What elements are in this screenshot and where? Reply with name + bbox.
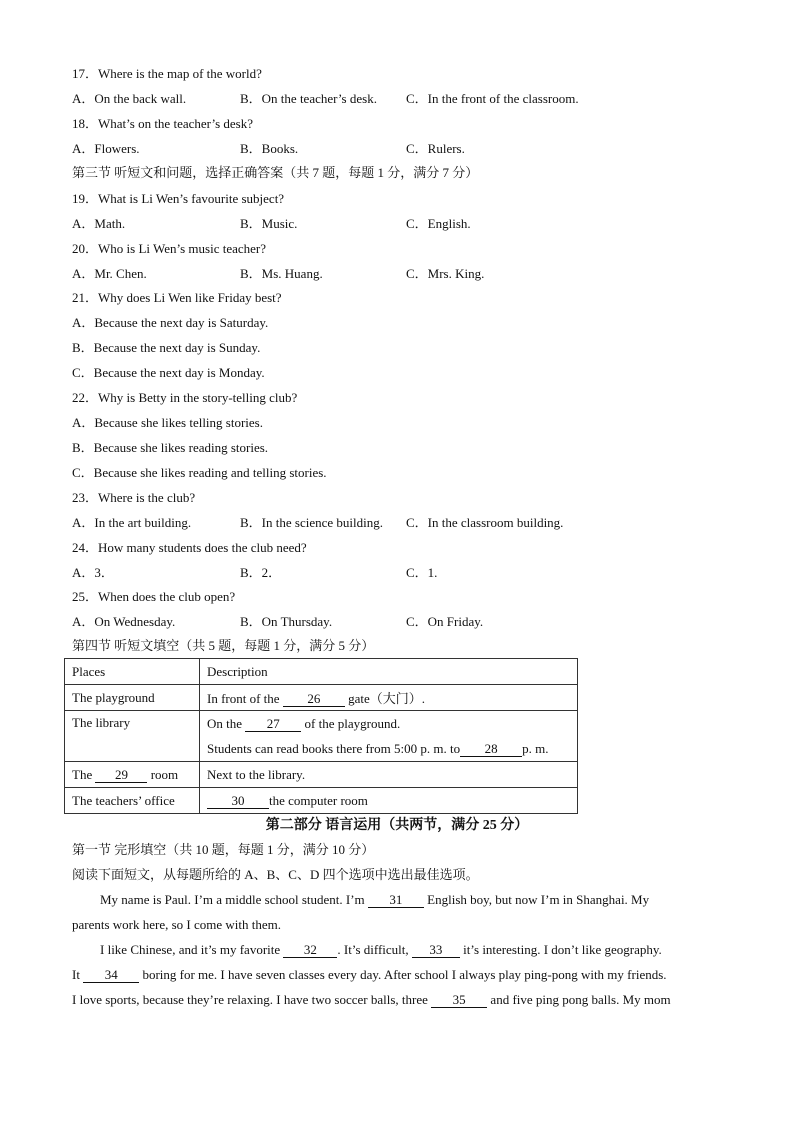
passage-line-4 xyxy=(72,962,722,987)
question-25-option-c: C．On Friday. xyxy=(406,614,484,629)
passage-line-5 xyxy=(72,987,722,1012)
question-24-stem: 24．How many students does the club need? xyxy=(72,540,307,555)
question-20-stem: 20．Who is Li Wen’s music teacher? xyxy=(72,241,267,256)
cloze-blank-34: 34 xyxy=(83,968,139,983)
place-text: The xyxy=(72,766,93,782)
passage-line-1 xyxy=(100,887,750,912)
passage-text: it’s interesting. I don’t like geography. xyxy=(463,942,662,957)
table-cell-description: Next to the library. xyxy=(200,762,578,788)
answer-blank-29: 29 xyxy=(95,768,147,783)
question-24-option-a: A．3． xyxy=(72,565,114,580)
question-17-stem: 17．Where is the map of the world? xyxy=(72,66,262,81)
cloze-blank-35: 35 xyxy=(431,993,487,1008)
table-row xyxy=(65,788,578,814)
question-19-stem: 19．What is Li Wen’s favourite subject? xyxy=(72,191,285,206)
table-cell-place: The teachers’ office xyxy=(65,788,200,814)
part-2-instruction: 阅读下面短文，从每题所给的 A、B、C、D 四个选项中选出最佳选项。 xyxy=(72,867,479,882)
table-cell-description xyxy=(200,685,578,711)
question-22-option-c: C．Because she likes reading and telling stories. xyxy=(72,465,327,480)
question-22-stem: 22．Why is Betty in the story-telling club? xyxy=(72,390,298,405)
passage-text: I like Chinese, and it’s my favorite xyxy=(100,942,281,957)
desc-text: Students can read books there from 5:00 p. m. to xyxy=(207,741,461,756)
cloze-blank-31: 31 xyxy=(368,893,424,908)
desc-line-1 xyxy=(207,711,570,736)
table-header-row xyxy=(65,659,578,685)
question-25-option-a: A．On Wednesday. xyxy=(72,614,176,629)
question-22-option-a: A．Because she likes telling stories. xyxy=(72,415,263,430)
passage-text: It xyxy=(72,967,80,982)
passage-text: My name is Paul. I’m a middle school student. I’m xyxy=(100,892,365,907)
table-cell-place: The library xyxy=(65,711,200,762)
question-18-option-c: C．Rulers. xyxy=(406,141,465,156)
question-25-option-b: B．On Thursday. xyxy=(240,614,333,629)
listening-fill-table xyxy=(64,658,578,814)
question-21-option-c: C．Because the next day is Monday. xyxy=(72,365,265,380)
table-header-places: Places xyxy=(65,659,200,685)
question-24-option-c: C．1. xyxy=(406,565,438,580)
answer-blank-26: 26 xyxy=(283,692,345,707)
table-cell-description xyxy=(200,711,578,762)
question-19-option-a: A．Math. xyxy=(72,216,126,231)
question-21-option-b: B．Because the next day is Sunday. xyxy=(72,340,261,355)
desc-text: of the playground. xyxy=(304,716,401,731)
passage-text: . It’s difficult, xyxy=(337,942,409,957)
answer-blank-28: 28 xyxy=(460,742,522,757)
question-17-option-a: A．On the back wall. xyxy=(72,91,187,106)
question-23-option-b: B．In the science building. xyxy=(240,515,383,530)
table-row xyxy=(65,685,578,711)
question-19-option-b: B．Music. xyxy=(240,216,298,231)
question-21-option-a: A．Because the next day is Saturday. xyxy=(72,315,269,330)
desc-text: p. m. xyxy=(522,741,549,756)
passage-text: I love sports, because they’re relaxing. I have two soccer balls, three xyxy=(72,992,428,1007)
passage-text: and five ping pong balls. My mom xyxy=(490,992,671,1007)
question-20-option-b: B．Ms. Huang. xyxy=(240,266,323,281)
question-17-option-b: B．On the teacher’s desk. xyxy=(240,91,377,106)
desc-text: the computer room xyxy=(269,792,368,808)
section-3-title: 第三节 听短文和问题，选择正确答案（共 7 题，每题 1 分，满分 7 分） xyxy=(72,165,479,180)
question-24-option-b: B．2． xyxy=(240,565,282,580)
question-23-option-a: A．In the art building. xyxy=(72,515,192,530)
question-20-option-c: C．Mrs. King. xyxy=(406,266,485,281)
cloze-blank-32: 32 xyxy=(283,943,337,958)
question-20-option-a: A．Mr. Chen. xyxy=(72,266,147,281)
part-2-section-1-title: 第一节 完形填空（共 10 题，每题 1 分，满分 10 分） xyxy=(72,842,375,857)
table-row xyxy=(65,711,578,762)
table-cell-place xyxy=(65,762,200,788)
question-23-stem: 23．Where is the club? xyxy=(72,490,196,505)
question-18-option-a: A．Flowers. xyxy=(72,141,140,156)
answer-blank-27: 27 xyxy=(245,717,301,732)
desc-line-2 xyxy=(207,736,570,761)
table-header-description: Description xyxy=(200,659,578,685)
question-18-stem: 18．What’s on the teacher’s desk? xyxy=(72,116,253,131)
passage-line-2: parents work here, so I come with them. xyxy=(72,917,282,932)
question-18-option-b: B．Books. xyxy=(240,141,299,156)
question-17-option-c: C．In the front of the classroom. xyxy=(406,91,579,106)
section-4-title: 第四节 听短文填空（共 5 题，每题 1 分，满分 5 分） xyxy=(72,638,375,653)
question-25-stem: 25．When does the club open? xyxy=(72,589,236,604)
question-22-option-b: B．Because she likes reading stories. xyxy=(72,440,269,455)
cloze-blank-33: 33 xyxy=(412,943,460,958)
table-row xyxy=(65,762,578,788)
table-cell-place: The playground xyxy=(65,685,200,711)
question-19-option-c: C．English. xyxy=(406,216,471,231)
desc-text: In front of the xyxy=(207,691,280,706)
passage-text: boring for me. I have seven classes every day. After school I always play ping-pong with my friends. xyxy=(142,967,667,982)
passage-text: English boy, but now I’m in Shanghai. My xyxy=(427,892,650,907)
question-23-option-c: C．In the classroom building. xyxy=(406,515,564,530)
part-2-title: 第二部分 语言运用（共两节，满分 25 分） xyxy=(265,818,529,833)
place-text: room xyxy=(150,766,179,782)
table-cell-description xyxy=(200,788,578,814)
desc-text: gate（大门）. xyxy=(348,691,425,706)
desc-text: On the xyxy=(207,716,243,731)
question-21-stem: 21．Why does Li Wen like Friday best? xyxy=(72,290,282,305)
passage-line-3 xyxy=(100,937,750,962)
answer-blank-30: 30 xyxy=(207,794,269,809)
